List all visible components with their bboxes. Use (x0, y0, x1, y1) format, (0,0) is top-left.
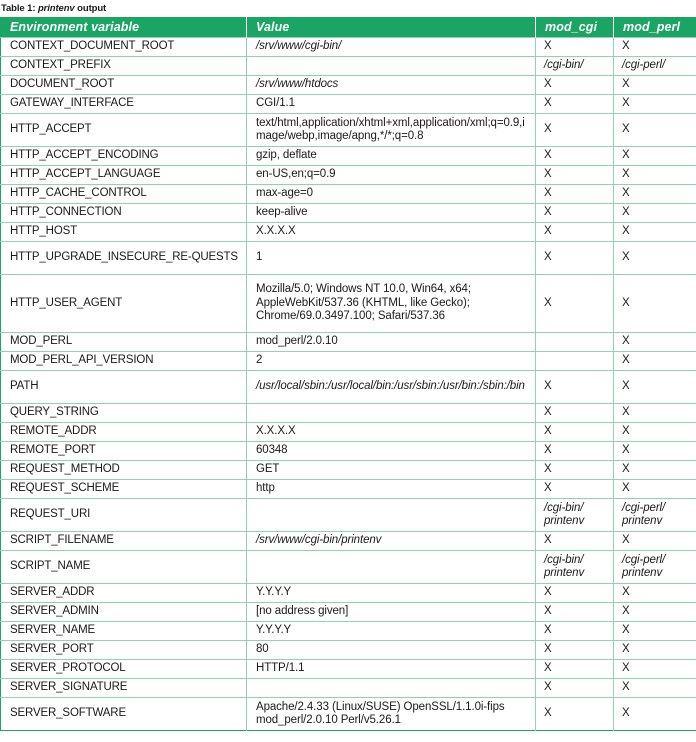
cell-mod-perl: X (614, 185, 696, 204)
table-body (1, 38, 696, 731)
cell-environment-variable: DOCUMENT_ROOT (1, 76, 247, 95)
cell-mod-cgi: /cgi-bin/ printenv (536, 499, 614, 532)
cell-mod-cgi: X (536, 275, 614, 333)
cell-environment-variable: HTTP_CACHE_CONTROL (1, 185, 247, 204)
cell-mod-cgi: X (536, 584, 614, 603)
table-row (1, 660, 696, 679)
cell-value: 60348 (247, 442, 536, 461)
cell-mod-perl: /cgi-perl/ (614, 57, 696, 76)
table-row (1, 423, 696, 442)
cell-environment-variable: CONTEXT_DOCUMENT_ROOT (1, 38, 247, 57)
table-row (1, 352, 696, 371)
cell-value: X.X.X.X (247, 223, 536, 242)
cell-mod-perl: X (614, 242, 696, 275)
cell-mod-cgi: X (536, 660, 614, 679)
cell-mod-cgi: X (536, 622, 614, 641)
table-row (1, 95, 696, 114)
table-row (1, 480, 696, 499)
cell-mod-perl: X (614, 352, 696, 371)
cell-mod-perl: X (614, 114, 696, 147)
cell-value (247, 499, 536, 532)
cell-environment-variable: SCRIPT_FILENAME (1, 532, 247, 551)
table-row (1, 603, 696, 622)
cell-environment-variable: GATEWAY_INTERFACE (1, 95, 247, 114)
cell-environment-variable: REQUEST_METHOD (1, 461, 247, 480)
cell-mod-perl: X (614, 423, 696, 442)
cell-value: /srv/www/htdocs (247, 76, 536, 95)
cell-mod-cgi: X (536, 603, 614, 622)
cell-mod-cgi: X (536, 166, 614, 185)
cell-mod-perl: X (614, 223, 696, 242)
cell-mod-cgi: X (536, 480, 614, 499)
cell-mod-cgi: X (536, 442, 614, 461)
cell-value: 80 (247, 641, 536, 660)
cell-environment-variable: REQUEST_URI (1, 499, 247, 532)
cell-mod-cgi: X (536, 371, 614, 404)
table-row (1, 114, 696, 147)
cell-mod-cgi: /cgi-bin/ (536, 57, 614, 76)
cell-environment-variable: PATH (1, 371, 247, 404)
cell-environment-variable: HTTP_ACCEPT_LANGUAGE (1, 166, 247, 185)
cell-mod-perl: X (614, 622, 696, 641)
cell-value: Mozilla/5.0; Windows NT 10.0, Win64, x64; AppleWebKit/537.36 (KHTML, like Gecko); Chrome/69.0.3497.100; Safari/537.36 (247, 275, 536, 333)
cell-environment-variable: SERVER_NAME (1, 622, 247, 641)
table-header (1, 17, 696, 38)
cell-value: Apache/2.4.33 (Linux/SUSE) OpenSSL/1.1.0i-fips mod_perl/2.0.10 Perl/v5.26.1 (247, 698, 536, 731)
cell-value: Y.Y.Y.Y (247, 584, 536, 603)
cell-mod-cgi: X (536, 223, 614, 242)
cell-mod-perl: X (614, 95, 696, 114)
cell-value: Y.Y.Y.Y (247, 622, 536, 641)
table-caption (0, 0, 696, 17)
cell-mod-cgi: X (536, 461, 614, 480)
table-row (1, 57, 696, 76)
cell-value: http (247, 480, 536, 499)
cell-value (247, 404, 536, 423)
cell-mod-perl: X (614, 204, 696, 223)
column-header-mod-perl: mod_perl (614, 17, 696, 38)
cell-value: keep-alive (247, 204, 536, 223)
cell-environment-variable: SERVER_SOFTWARE (1, 698, 247, 731)
cell-environment-variable: HTTP_CONNECTION (1, 204, 247, 223)
column-header-mod-cgi: mod_cgi (536, 17, 614, 38)
cell-mod-cgi: X (536, 76, 614, 95)
table-row (1, 641, 696, 660)
cell-mod-perl: X (614, 679, 696, 698)
cell-mod-perl: X (614, 461, 696, 480)
table-row (1, 698, 696, 731)
cell-mod-cgi: X (536, 641, 614, 660)
cell-environment-variable: SERVER_SIGNATURE (1, 679, 247, 698)
cell-mod-cgi: X (536, 679, 614, 698)
table-row (1, 584, 696, 603)
table-row (1, 499, 696, 532)
table-row (1, 223, 696, 242)
cell-value: HTTP/1.1 (247, 660, 536, 679)
cell-environment-variable: SCRIPT_NAME (1, 551, 247, 584)
cell-value (247, 679, 536, 698)
cell-mod-perl: X (614, 660, 696, 679)
cell-value: CGI/1.1 (247, 95, 536, 114)
printenv-table (0, 17, 696, 731)
column-header-variable: Environment variable (1, 17, 247, 38)
table-row (1, 185, 696, 204)
cell-mod-cgi: X (536, 698, 614, 731)
cell-value: mod_perl/2.0.10 (247, 333, 536, 352)
cell-mod-cgi: X (536, 532, 614, 551)
table-row (1, 147, 696, 166)
cell-mod-cgi: X (536, 204, 614, 223)
cell-mod-perl: X (614, 76, 696, 95)
cell-mod-cgi: X (536, 147, 614, 166)
cell-environment-variable: SERVER_PORT (1, 641, 247, 660)
cell-value: [no address given] (247, 603, 536, 622)
cell-mod-perl: X (614, 532, 696, 551)
caption-emphasis: printenv (37, 3, 75, 14)
table-row (1, 461, 696, 480)
cell-mod-perl: X (614, 147, 696, 166)
cell-environment-variable: SERVER_ADMIN (1, 603, 247, 622)
table-row (1, 76, 696, 95)
cell-mod-perl: X (614, 584, 696, 603)
cell-value: GET (247, 461, 536, 480)
cell-mod-perl: X (614, 698, 696, 731)
table-row (1, 204, 696, 223)
cell-mod-perl: X (614, 333, 696, 352)
table-row (1, 551, 696, 584)
cell-mod-cgi (536, 333, 614, 352)
table-row (1, 242, 696, 275)
cell-mod-cgi: /cgi-bin/ printenv (536, 551, 614, 584)
column-header-value: Value (247, 17, 536, 38)
cell-mod-perl: /cgi-perl/ printenv (614, 551, 696, 584)
cell-value: 1 (247, 242, 536, 275)
cell-mod-perl: X (614, 38, 696, 57)
cell-mod-cgi (536, 352, 614, 371)
table-row (1, 679, 696, 698)
cell-mod-perl: X (614, 641, 696, 660)
table-row (1, 404, 696, 423)
table-row (1, 333, 696, 352)
cell-environment-variable: REMOTE_PORT (1, 442, 247, 461)
cell-mod-perl: X (614, 442, 696, 461)
cell-environment-variable: SERVER_PROTOCOL (1, 660, 247, 679)
cell-environment-variable: HTTP_HOST (1, 223, 247, 242)
table-row (1, 371, 696, 404)
table-row (1, 166, 696, 185)
cell-mod-cgi: X (536, 38, 614, 57)
table-row (1, 622, 696, 641)
cell-value: X.X.X.X (247, 423, 536, 442)
cell-environment-variable: MOD_PERL (1, 333, 247, 352)
table-row (1, 275, 696, 333)
cell-value (247, 551, 536, 584)
table-row (1, 38, 696, 57)
caption-suffix: output (74, 3, 107, 14)
cell-value: en-US,en;q=0.9 (247, 166, 536, 185)
cell-value: /srv/www/cgi-bin/printenv (247, 532, 536, 551)
caption-prefix: Table 1: (1, 3, 38, 14)
cell-mod-cgi: X (536, 185, 614, 204)
cell-value: 2 (247, 352, 536, 371)
cell-environment-variable: QUERY_STRING (1, 404, 247, 423)
cell-mod-cgi: X (536, 423, 614, 442)
table-row (1, 442, 696, 461)
cell-environment-variable: SERVER_ADDR (1, 584, 247, 603)
cell-environment-variable: MOD_PERL_API_VERSION (1, 352, 247, 371)
table-row (1, 532, 696, 551)
cell-environment-variable: CONTEXT_PREFIX (1, 57, 247, 76)
cell-mod-cgi: X (536, 114, 614, 147)
cell-value: /srv/www/cgi-bin/ (247, 38, 536, 57)
cell-mod-perl: X (614, 603, 696, 622)
cell-environment-variable: HTTP_ACCEPT_ENCODING (1, 147, 247, 166)
cell-environment-variable: REQUEST_SCHEME (1, 480, 247, 499)
cell-environment-variable: REMOTE_ADDR (1, 423, 247, 442)
cell-environment-variable: HTTP_USER_AGENT (1, 275, 247, 333)
cell-value: /usr/local/sbin:/usr/local/bin:/usr/sbin:/usr/bin:/sbin:/bin (247, 371, 536, 404)
cell-mod-cgi: X (536, 95, 614, 114)
cell-environment-variable: HTTP_ACCEPT (1, 114, 247, 147)
cell-value: gzip, deflate (247, 147, 536, 166)
header-row (1, 17, 696, 38)
cell-value: max-age=0 (247, 185, 536, 204)
cell-mod-perl: X (614, 166, 696, 185)
cell-mod-perl: /cgi-perl/ printenv (614, 499, 696, 532)
cell-environment-variable: HTTP_UPGRADE_INSECURE_RE-QUESTS (1, 242, 247, 275)
cell-mod-cgi: X (536, 242, 614, 275)
cell-mod-perl: X (614, 371, 696, 404)
cell-mod-perl: X (614, 404, 696, 423)
cell-value (247, 57, 536, 76)
cell-value: text/html,application/xhtml+xml,application/xml;q=0.9,image/webp,image/apng,*/*;q=0.8 (247, 114, 536, 147)
cell-mod-perl: X (614, 275, 696, 333)
cell-mod-cgi: X (536, 404, 614, 423)
cell-mod-perl: X (614, 480, 696, 499)
